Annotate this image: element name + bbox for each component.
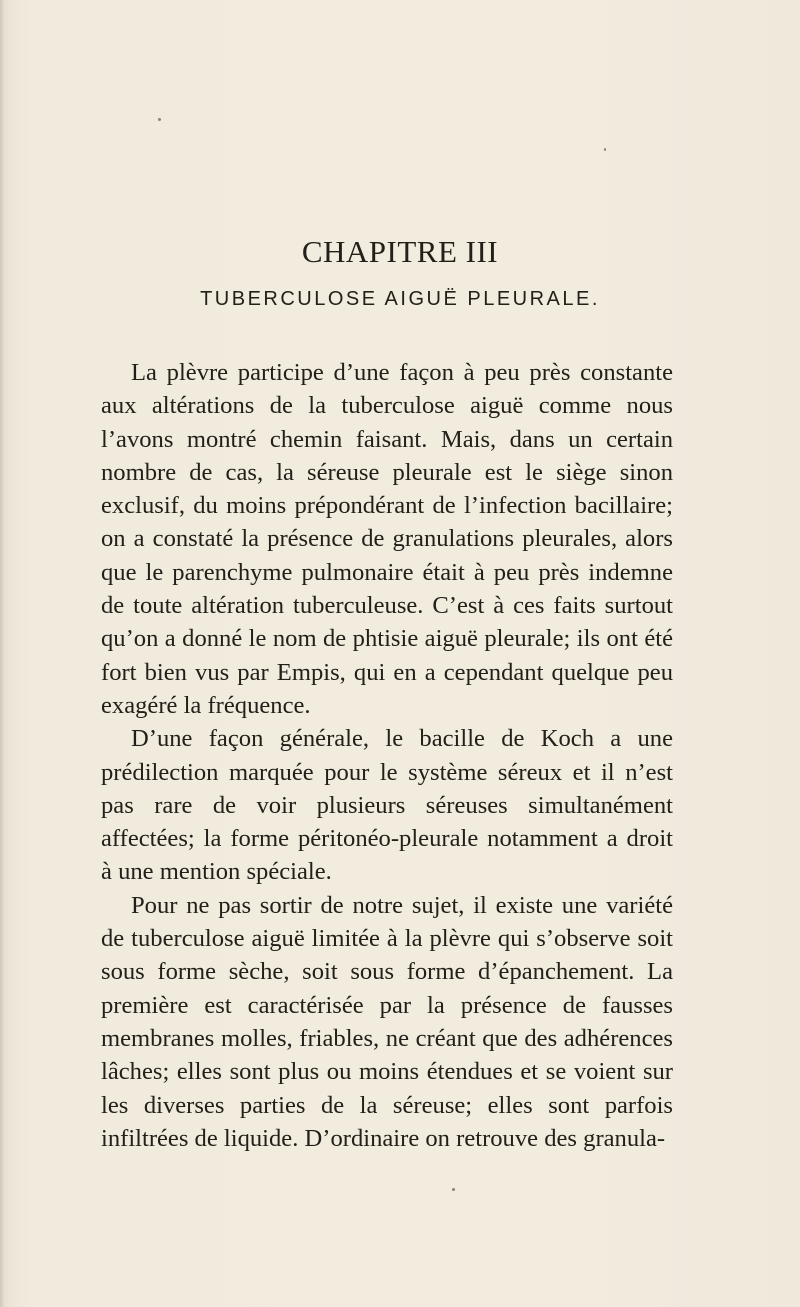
paper-speck (452, 1188, 455, 1191)
page-binding-edge (0, 0, 4, 1307)
paragraph: La plèvre participe d’une façon à peu près constante aux altérations de la tuberculose aiguë comme nous l’avons montré chemin faisant. Mais, dans un certain nombre de cas, la séreuse pleurale est le siège sinon exclusif, du moins prépondérant de l’infection bacillaire; on a constaté la présence de granulations pleurales, alors que le parenchyme pulmonaire était à peu près indemne de toute altération tuberculeuse. C’est à ces faits surtout qu’on a donné le nom de phtisie aiguë pleurale; ils ont été fort bien vus par Empis, qui en a cependant quelque peu exagéré la fréquence. (101, 359, 673, 719)
paper-speck (158, 118, 161, 121)
body-text (101, 356, 673, 1155)
paragraph: Pour ne pas sortir de notre sujet, il existe une variété de tuberculose aiguë limitée à la plèvre qui s’observe soit sous forme sèche, soit sous forme d’épanchement. La première est caractérisée par la présence de fausses membranes molles, friables, ne créant que des adhérences lâches; elles sont plus ou moins étendues et se voient sur les diverses parties de la séreuse; elles sont parfois infiltrées de liquide. D’ordinaire on retrouve des granula- (101, 891, 673, 1152)
paragraph: D’une façon générale, le bacille de Koch a une prédilection marquée pour le système séreux et il n’est pas rare de voir plusieurs séreuses simultanément affectées; la forme péritonéo-pleurale notamment a droit à une mention spéciale. (101, 725, 673, 886)
chapter-subtitle: TUBERCULOSE AIGUË PLEURALE. (200, 288, 600, 310)
chapter-title: CHAPITRE III (301, 234, 499, 269)
paper-speck (604, 148, 606, 151)
